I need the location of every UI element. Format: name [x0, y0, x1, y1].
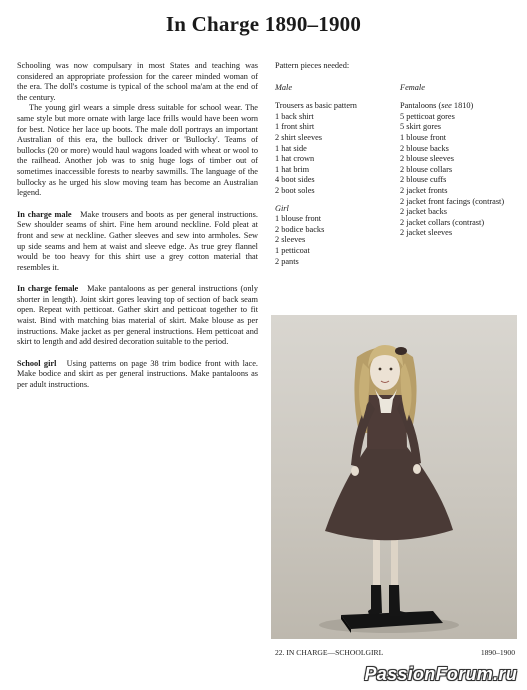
- male-girl-column: [275, 83, 400, 268]
- list-item: 2 shirt sleeves: [275, 132, 323, 142]
- list-item: 2 jacket collars (contrast): [400, 217, 485, 227]
- pattern-heading: Pattern pieces needed:: [275, 61, 350, 70]
- list-item: 2 blouse cuffs: [400, 175, 447, 185]
- list-item: 2 jacket front facings (contrast): [400, 196, 505, 206]
- list-item: 2 blouse collars: [400, 164, 453, 174]
- male-text: Make trousers and boots as per general instructions. Sew shoulder seams of shirt. Fine hem around neckline. Fold pleat at front and sew at neckline. Gather sleeves and sew into armholes. Sew up side seams and hem at waist and sleeve edge. As true grey flannel would be too heavy for this shirt use a grey cotton material that resembles it.: [17, 209, 258, 272]
- female-pattern-list: [400, 101, 515, 239]
- list-item: 2 jacket sleeves: [400, 228, 453, 238]
- list-item: 5 petticoat gores: [400, 111, 455, 121]
- list-item: 1 hat brim: [275, 164, 310, 174]
- list-item: 2 sleeves: [275, 235, 306, 245]
- list-item: 2 blouse backs: [400, 143, 449, 153]
- school-text: Using patterns on page 38 trim bodice front with lace. Make bodice and skirt as per general instructions. Make pantaloons as per adult instructions.: [17, 358, 258, 390]
- male-pattern-list: [275, 101, 400, 196]
- caption-date: 1890–1900: [480, 648, 515, 657]
- schoolgirl-doll-photo: [271, 315, 517, 639]
- list-item: 2 jacket fronts: [400, 185, 448, 195]
- list-item: 2 bodice backs: [275, 224, 325, 234]
- male-col-heading: Male: [275, 82, 293, 92]
- girl-pattern-list: [275, 214, 400, 267]
- photo-caption: [275, 648, 515, 657]
- female-heading: In charge female: [17, 284, 79, 294]
- main-text-column: [17, 61, 258, 391]
- watermark: PassionForum.ru: [364, 664, 517, 684]
- list-item: 1 hat side: [275, 143, 307, 153]
- female-text: Make pantaloons as per general instructions (only shorter in length). Joint skirt gores leaving top of section of back seam open. Repeat with petticoat. Gather skirt and petticoat together to fit waist. Bind with matching bias material of skirt. Make blouse as per instructions. Make jacket as per general instructions. Hem petticoat and skirt to length and add desired decoration suitable to the period.: [17, 284, 258, 347]
- girl-col-heading: Girl: [275, 203, 289, 213]
- list-item: Pantaloons (see 1810): [400, 101, 474, 111]
- list-item: 2 blouse sleeves: [400, 154, 454, 164]
- female-col-heading: Female: [400, 82, 425, 92]
- list-item: Trousers as basic pattern: [275, 101, 357, 111]
- intro-paragraph-2: The young girl wears a simple dress suitable for school wear. The same style but more ornate with large lace frills would have been worn for best. Notice her lace up boots. The male doll portrays an important Australian of this era, the bullock driver or 'Bullocky'. Teams of bullocks (20 or more) would haul wagons loaded with wheat or wool to the railhead. Another job was to snig huge logs of timber out of sometimes inaccessible forests to nearby sawmills. The language of the bullocky as he urged his slow moving team has become an Australian legend.: [17, 103, 258, 198]
- list-item: 5 skirt gores: [400, 122, 442, 132]
- page-title: In Charge 1890–1900: [165, 12, 362, 36]
- list-item: 1 hat crown: [275, 154, 315, 164]
- doll-illustration: [271, 315, 517, 639]
- female-column: [400, 83, 515, 268]
- pattern-pieces-section: [275, 61, 515, 267]
- caption-label: 22. IN CHARGE—SCHOOLGIRL: [275, 648, 384, 657]
- list-item: 1 blouse front: [400, 132, 447, 142]
- female-instructions: [17, 284, 258, 348]
- school-heading: School girl: [17, 358, 57, 368]
- list-item: 2 pants: [275, 256, 299, 266]
- schoolgirl-instructions: [17, 359, 258, 391]
- list-item: 1 front shirt: [275, 122, 315, 132]
- list-item: 2 boot soles: [275, 185, 315, 195]
- list-item: 4 boot sides: [275, 175, 315, 185]
- male-instructions: [17, 210, 258, 274]
- list-item: 2 jacket backs: [400, 207, 447, 217]
- list-item: 1 petticoat: [275, 245, 310, 255]
- list-item: 1 back shirt: [275, 111, 314, 121]
- male-heading: In charge male: [17, 209, 72, 219]
- intro-paragraph-1: Schooling was now compulsary in most States and teaching was considered an appropriate profession for the career minded woman of the era. The doll's costume is typical of the school ma'am at the end of the century.: [17, 61, 258, 102]
- list-item: 1 blouse front: [275, 214, 322, 224]
